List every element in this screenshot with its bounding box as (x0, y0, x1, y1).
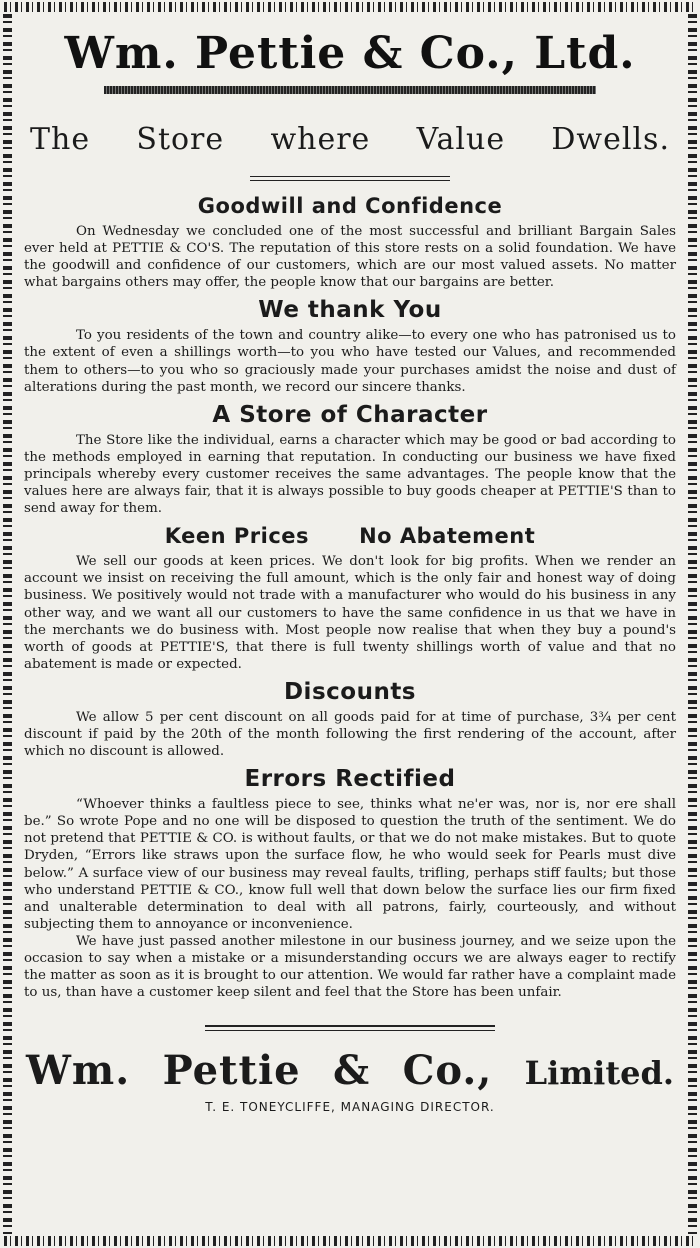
ornamental-border-top (4, 2, 696, 12)
footer-name-pettie: Pettie (162, 1047, 301, 1095)
section-heading: Errors Rectified (244, 766, 456, 793)
section-heading-pair (24, 523, 676, 549)
footer-name-limited: Limited. (524, 1054, 674, 1093)
section-heading: We thank You (258, 297, 442, 324)
section-paragraph: We allow 5 per cent discount on all goods paid for at time of purchase, 3¾ per cent discount if paid by the 20th of the month following the first rendering of the account, after which no discount is allowed. (24, 709, 676, 760)
ornamental-border-left (3, 14, 12, 1234)
section-heading: Discounts (283, 678, 417, 705)
section-heading-left: Keen Prices (164, 524, 310, 549)
section-heading: A Store of Character (212, 401, 488, 428)
slogan-word: The (30, 122, 91, 157)
company-masthead: Wm. Pettie & Co., Ltd. (64, 28, 636, 79)
slogan-word: Dwells. (551, 122, 670, 157)
section-paragraph: “Whoever thinks a faultless piece to see, thinks what ne'er was, nor is, nor ere shall be.” So wrote Pope and no one will be disposed to question the truth of the sentiment. We do not pretend that PETTIE & CO. is without faults, or that we do not make mistakes. But to quote Dryden, “Errors like straws upon the surface flow, he who would seek for Pearls must dive below.” A surface view of our business may reveal faults, trifling, perhaps stiff faults; but those who understand PETTIE & CO., know full well that down below the surface lies our firm fixed and unalterable determination to deal with all patrons, fairly, courteously, and without subjecting them to annoyance or inconvenience. (24, 797, 676, 932)
slogan (30, 120, 670, 160)
section-paragraph: We have just passed another milestone in our business journey, and we seize upon the occasion to say when a mistake or a misunderstanding occurs we are always eager to rectify the matter as soon as it is brought to our attention. We would far rather have a complaint made to us, than have a customer keep silent and feel that the Store has been unfair. (24, 933, 676, 1001)
divider-rule (250, 176, 450, 181)
footer-name-co: Co., (402, 1047, 493, 1095)
ornamental-border-bottom (4, 1236, 696, 1246)
footer-rule (205, 1025, 495, 1031)
slogan-word: where (270, 122, 371, 157)
masthead-rule (104, 86, 596, 94)
managing-director-credit: T. E. TONEYCLIFFE, MANAGING DIRECTOR. (205, 1100, 495, 1115)
section-heading: Goodwill and Confidence (197, 194, 503, 218)
section-paragraph: To you residents of the town and country alike—to every one who has patronised us to the extent of even a shillings worth—to you who have tested our Values, and recommended them to others—to you who so graciously made your purchases amidst the noise and dust of alterations during the past month, we record our sincere thanks. (24, 328, 676, 395)
footer-name-wm: Wm. (26, 1047, 131, 1095)
slogan-word: Store (136, 122, 225, 157)
footer-name-ampersand: & (333, 1047, 371, 1095)
slogan-word: Value (416, 122, 506, 157)
section-paragraph: We sell our goods at keen prices. We don't look for big profits. When we render an account we insist on receiving the full amount, which is the only fair and honest way of doing business. We positively would not trade with a manufacturer who would do his business in any other way, and we want all our customers to have the same confidence in us that we have in the merchants we do business with. Most people now realise that when they buy a pound's worth of goods at PETTIE'S, that there is full twenty shillings worth of value and that no abatement is made or expected. (24, 554, 676, 672)
ornamental-border-right (688, 14, 697, 1234)
advertisement-page (24, 16, 676, 1232)
section-paragraph: On Wednesday we concluded one of the most successful and brilliant Bargain Sales ever held at PETTIE & CO'S. The reputation of this store rests on a solid foundation. We have the goodwill and confidence of our customers, which are our most valued assets. No matter what bargains others may offer, the people know that our bargains are better. (24, 224, 676, 291)
footer-company-name (26, 1047, 674, 1094)
section-heading-right: No Abatement (359, 524, 536, 549)
section-paragraph: The Store like the individual, earns a character which may be good or bad according to the methods employed in earning that reputation. In conducting our business we have fixed principals whereby every customer receives the same advantages. The people know that the values here are always fair, that it is always possible to buy goods cheaper at PETTIE'S than to send away for them. (24, 432, 676, 517)
